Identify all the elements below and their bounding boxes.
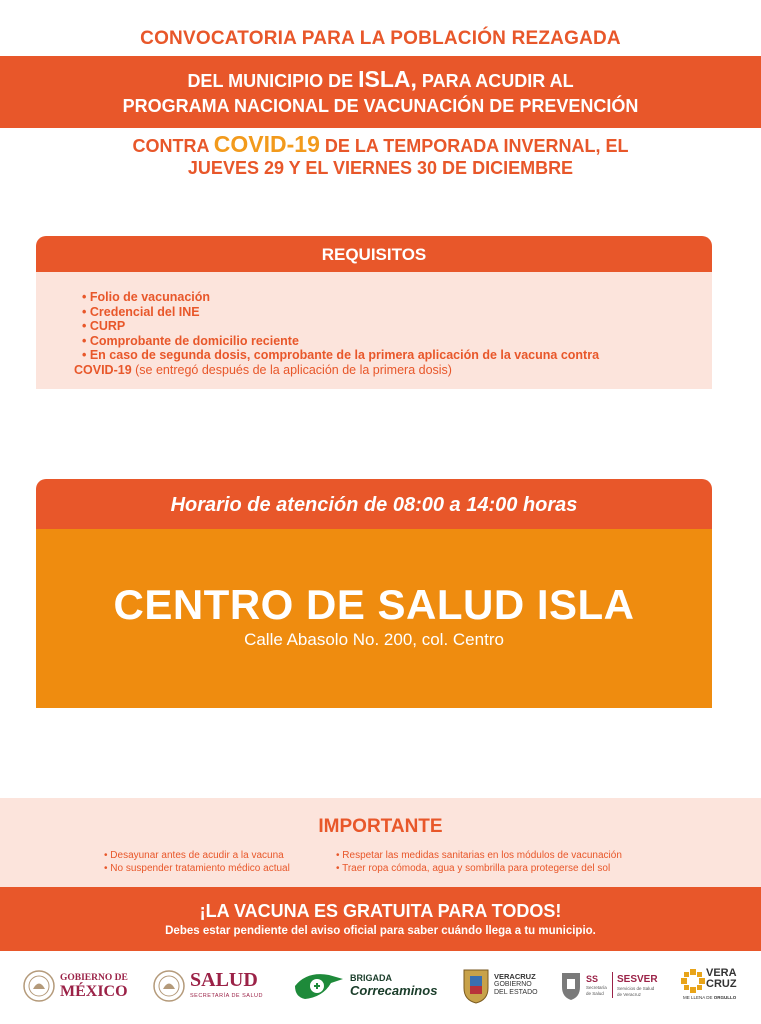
salud-logo: [152, 960, 272, 1010]
gobierno-line1: GOBIERNO DE: [60, 973, 128, 983]
gobierno-line2: MÉXICO: [60, 983, 128, 1000]
requisito-item: • Folio de vacunación: [82, 290, 211, 304]
header-covid-label: COVID-19: [213, 131, 320, 157]
requisitos-list: [74, 290, 702, 378]
sesver-sub2: de Veracruz: [617, 992, 642, 997]
salud-line2: SECRETARÍA DE SALUD: [190, 993, 263, 999]
header-line2-pre: DEL MUNICIPIO DE: [187, 71, 359, 91]
requisito-item: • Credencial del INE: [82, 304, 200, 319]
brigada-line2: Correcaminos: [350, 983, 438, 998]
header-place-name: ISLA,: [358, 66, 417, 92]
header-title-line1: CONVOCATORIA PARA LA POBLACIÓN REZAGADA: [140, 28, 621, 49]
ss-label: SS: [586, 974, 599, 984]
header-band: [0, 56, 761, 128]
vera-label: VERA: [706, 967, 737, 979]
requisitos-title: REQUISITOS: [36, 236, 712, 272]
gratuita-subtitle: Debes estar pendiente del aviso oficial para saber cuándo llega a tu municipio.: [165, 925, 596, 937]
veracruz-shield-icon: [462, 968, 490, 1004]
centro-address: Calle Abasolo No. 200, col. Centro: [244, 630, 504, 649]
requisito-item: • Comprobante de domicilio reciente: [82, 333, 299, 348]
header-title-line3: PROGRAMA NACIONAL DE VACUNACIÓN DE PREVENCIÓN: [122, 96, 639, 116]
centro-name: CENTRO DE SALUD ISLA: [113, 581, 635, 628]
salud-line1: SALUD: [190, 969, 258, 991]
brigada-line1: BRIGADA: [350, 973, 392, 983]
slogan-post: ORGULLO: [713, 995, 737, 1000]
sesver-label: SESVER: [617, 974, 658, 985]
header-title-line4: [0, 131, 761, 158]
slogan-pre: ME LLENA DE: [683, 995, 714, 1000]
eagle-seal-icon: [152, 969, 186, 1003]
veracruz-gobierno-logo: [462, 960, 547, 1010]
requisito-item: • CURP: [82, 319, 126, 334]
horario-title: Horario de atención de 08:00 a 14:00 horas: [36, 479, 712, 529]
veracruz-line2: GOBIERNO: [494, 981, 532, 988]
veracruz-orgullo-logo: [681, 960, 751, 1010]
veracruz-cross-icon: [681, 969, 705, 993]
header-line4-post: DE LA TEMPORADA INVERNAL, EL: [319, 136, 629, 156]
logos-footer: [0, 960, 761, 1016]
requisito-note: (se entregó después de la aplicación de la primera dosis): [131, 362, 452, 377]
header-dates: JUEVES 29 Y EL VIERNES 30 DE DICIEMBRE: [187, 158, 574, 178]
requisito-item: • En caso de segunda dosis, comprobante de la primera aplicación de la vacuna contra: [82, 348, 600, 363]
eagle-seal-icon: [22, 969, 56, 1003]
header-line2-post: PARA ACUDIR AL: [416, 71, 574, 91]
ss-shield-icon: [560, 971, 582, 1001]
importante-column-left: [104, 849, 290, 875]
brigada-correcaminos-logo: [293, 960, 443, 1010]
requisito-covid-label: COVID-19: [74, 362, 132, 377]
veracruz-line3: DEL ESTADO: [494, 989, 538, 996]
importante-item: • Traer ropa cómoda, agua y sombrilla para protegerse del sol: [336, 863, 611, 874]
importante-column-right: [336, 849, 622, 875]
logo-divider: [612, 972, 613, 998]
ss-sub1: Secretaría: [586, 985, 607, 990]
importante-section: [0, 798, 761, 887]
requisitos-body: [36, 272, 712, 389]
gobierno-mexico-logo: [22, 960, 132, 1010]
veracruz-line1: VERACRUZ: [494, 972, 536, 981]
cruz-label: CRUZ: [706, 978, 737, 990]
centro-panel: [36, 529, 712, 708]
header-title-line2: [0, 66, 761, 93]
requisito-item-continuation: [74, 363, 702, 378]
sesver-sub1: Servicios de Salud: [617, 986, 655, 991]
importante-item: • Respetar las medidas sanitarias en los módulos de vacunación: [336, 850, 622, 861]
gratuita-title: ¡LA VACUNA ES GRATUITA PARA TODOS!: [199, 901, 562, 921]
ss-sub2: de Salud: [586, 991, 604, 996]
importante-title: IMPORTANTE: [318, 816, 443, 837]
orgullo-slogan: [683, 995, 736, 1000]
ss-sesver-logo: [560, 960, 665, 1010]
header-line4-pre: CONTRA: [132, 136, 214, 156]
importante-item: • Desayunar antes de acudir a la vacuna: [104, 850, 284, 861]
requisitos-card: [36, 236, 712, 389]
importante-item: • No suspender tratamiento médico actual: [104, 863, 290, 874]
roadrunner-icon: [293, 969, 345, 1003]
gratuita-banner: [0, 887, 761, 951]
horario-card: [36, 479, 712, 708]
